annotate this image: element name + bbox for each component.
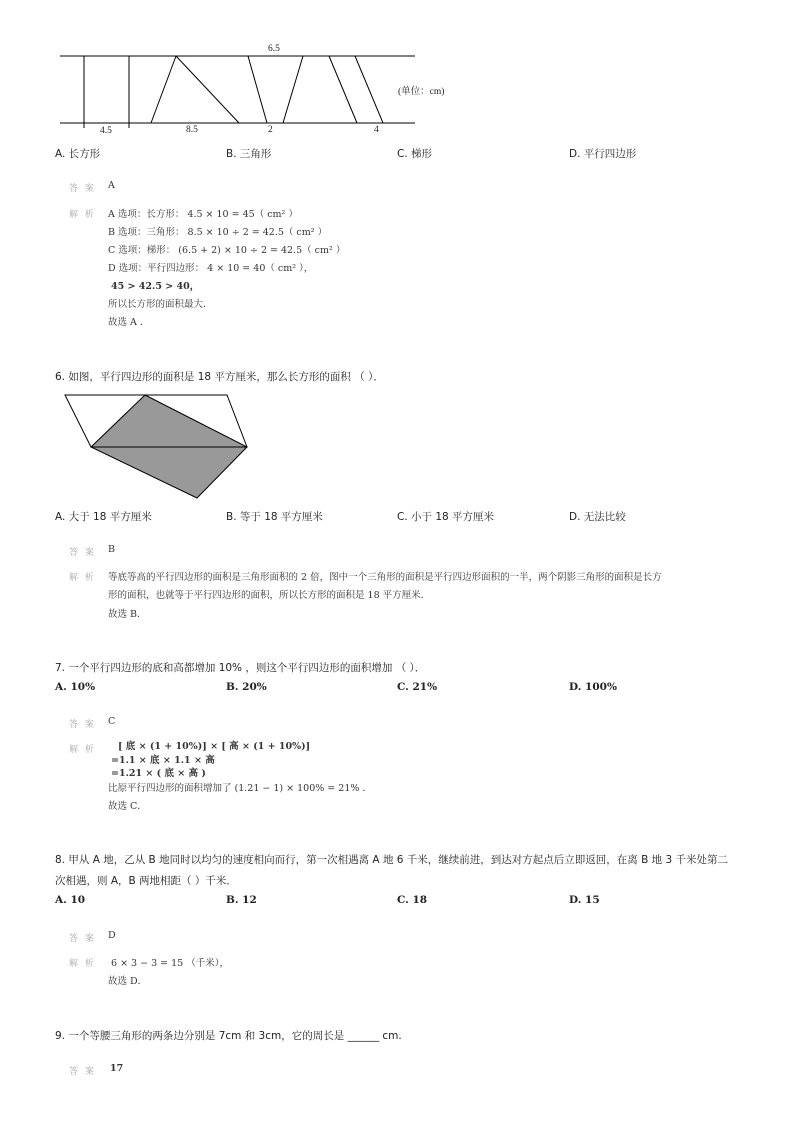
figure-top-label: 6.5 bbox=[268, 44, 280, 54]
q5-answer-label: 答 案 bbox=[69, 184, 96, 194]
parallelogram-figure bbox=[60, 390, 260, 505]
q6-answer-label: 答 案 bbox=[69, 548, 96, 558]
q8-question-line-1: 8. 甲从 A 地，乙从 B 地同时以均匀的速度相向而行，第一次相遇离 A 地 6 千米，继续前进，到达对方起点后立即返回，在离 B 地 3 千米处第二 bbox=[55, 854, 729, 866]
q6-analysis-label: 解 析 bbox=[69, 573, 96, 583]
q5-option-a[interactable]: A. 长方形 bbox=[55, 148, 101, 160]
q8-answer-label: 答 案 bbox=[69, 934, 96, 944]
q7-analysis-line-3: =1.21 × ( 底 × 高 ) bbox=[111, 768, 206, 779]
q7-answer: C bbox=[108, 716, 116, 727]
q7-option-b[interactable]: B. 20% bbox=[226, 681, 267, 693]
figure-bottom-label-4: 4 bbox=[374, 125, 379, 135]
q7-analysis-line-4: 比原平行四边形的面积增加了 (1.21 − 1) × 100% = 21% ． bbox=[108, 783, 372, 794]
q5-analysis-line-3: C 选项：梯形： (6.5 + 2) × 10 ÷ 2 = 42.5（ cm² ） bbox=[108, 245, 346, 256]
q6-option-a[interactable]: A. 大于 18 平方厘米 bbox=[55, 511, 152, 523]
q8-option-b[interactable]: B. 12 bbox=[226, 894, 257, 906]
q7-option-a[interactable]: A. 10% bbox=[55, 681, 96, 693]
q7-question: 7. 一个平行四边形的底和高都增加 10% ，则这个平行四边形的面积增加 （ ）． bbox=[55, 662, 426, 674]
q8-option-a[interactable]: A. 10 bbox=[55, 894, 86, 906]
q5-analysis-line-1: A 选项：长方形： 4.5 × 10 = 45（ cm² ） bbox=[108, 209, 298, 220]
q5-analysis-line-5: 45 > 42.5 > 40， bbox=[111, 281, 200, 292]
q7-analysis-line-5: 故选 C． bbox=[108, 801, 147, 812]
q5-option-b[interactable]: B. 三角形 bbox=[226, 148, 272, 160]
q9-answer: 17 bbox=[110, 1063, 124, 1074]
q8-option-c[interactable]: C. 18 bbox=[397, 894, 428, 906]
q6-answer: B bbox=[108, 544, 115, 555]
q8-option-d[interactable]: D. 15 bbox=[569, 894, 600, 906]
q5-answer: A bbox=[108, 180, 115, 191]
q8-analysis-label: 解 析 bbox=[69, 959, 96, 969]
q5-analysis-line-2: B 选项：三角形： 8.5 × 10 ÷ 2 = 42.5（ cm² ） bbox=[108, 227, 328, 238]
q5-analysis-line-7: 故选 A ． bbox=[108, 317, 150, 328]
q6-question: 6. 如图，平行四边形的面积是 18 平方厘米，那么长方形的面积 （ ）． bbox=[55, 371, 384, 383]
q5-option-d[interactable]: D. 平行四边形 bbox=[569, 148, 637, 160]
q7-option-c[interactable]: C. 21% bbox=[397, 681, 438, 693]
q7-analysis-line-1: [ 底 × (1 + 10%)] × [ 高 × (1 + 10%)] bbox=[118, 741, 311, 752]
q6-analysis-line-2: 形的面积，也就等于平行四边形的面积，所以长方形的面积是 18 平方厘米． bbox=[108, 590, 431, 601]
q8-analysis-line-1: 6 × 3 − 3 = 15 （千米）， bbox=[111, 958, 229, 969]
q5-analysis-line-6: 所以长方形的面积最大． bbox=[108, 299, 213, 310]
q7-answer-label: 答 案 bbox=[69, 720, 96, 730]
q7-analysis-label: 解 析 bbox=[69, 745, 96, 755]
figure-bottom-label-3: 2 bbox=[268, 125, 273, 135]
q5-analysis-line-4: D 选项：平行四边形： 4 × 10 = 40（ cm² ）， bbox=[108, 263, 314, 274]
q8-analysis-line-2: 故选 D． bbox=[108, 976, 148, 987]
figure-bottom-label-1: 4.5 bbox=[100, 126, 112, 136]
q6-option-b[interactable]: B. 等于 18 平方厘米 bbox=[226, 511, 323, 523]
q6-option-c[interactable]: C. 小于 18 平方厘米 bbox=[397, 511, 495, 523]
q7-option-d[interactable]: D. 100% bbox=[569, 681, 617, 693]
q5-analysis-label: 解 析 bbox=[69, 210, 96, 220]
q8-answer: D bbox=[108, 930, 116, 941]
figure-bottom-label-2: 8.5 bbox=[186, 125, 198, 135]
q5-option-c[interactable]: C. 梯形 bbox=[397, 148, 433, 160]
q9-answer-label: 答 案 bbox=[69, 1067, 96, 1077]
q7-analysis-line-2: =1.1 × 底 × 1.1 × 高 bbox=[111, 755, 215, 766]
q9-question: 9. 一个等腰三角形的两条边分别是 7cm 和 3cm，它的周长是 ______ cm. bbox=[55, 1030, 402, 1042]
q6-option-d[interactable]: D. 无法比较 bbox=[569, 511, 626, 523]
q6-analysis-line-3: 故选 B． bbox=[108, 609, 147, 620]
figure-unit-label: (单位：cm) bbox=[398, 87, 445, 97]
q6-analysis-line-1: 等底等高的平行四边形的面积是三角形面积的 2 倍，图中一个三角形的面积是平行四边形面积的一半，两个阴影三角形的面积是长方 bbox=[108, 572, 662, 583]
q8-question-line-2: 次相遇，则 A，B 两地相距（ ）千米． bbox=[55, 875, 237, 887]
